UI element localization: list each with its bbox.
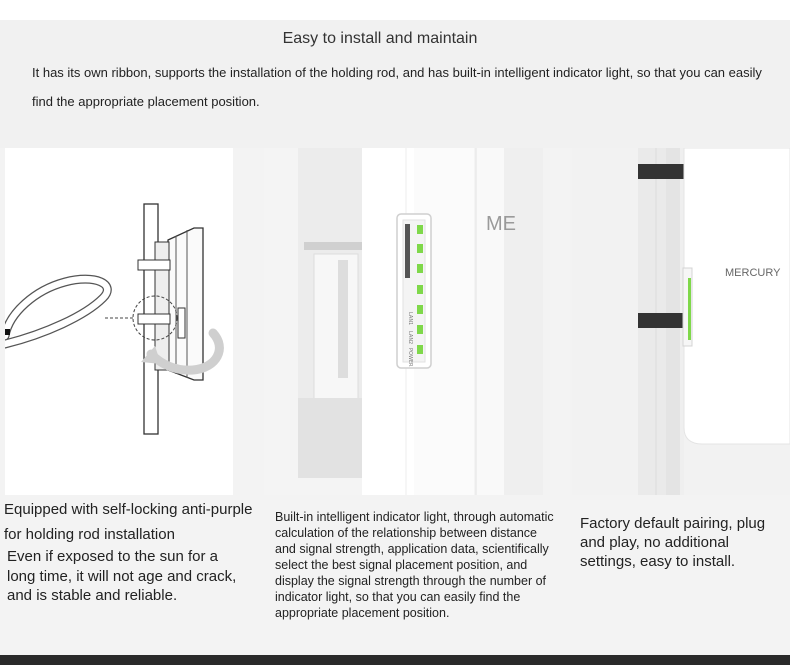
section-title: Easy to install and maintain	[282, 30, 478, 47]
led-label-lan2: LAN2	[407, 331, 413, 345]
indicator-light-closeup	[264, 148, 543, 495]
indicator-drawing	[264, 148, 543, 495]
pole-mount-drawing	[5, 148, 233, 495]
bottom-bar	[0, 655, 790, 665]
brand-logo: MERCURY	[725, 267, 781, 279]
brand-partial: ME	[486, 213, 516, 235]
mounted-device-drawing	[572, 148, 790, 495]
top-strip	[0, 0, 790, 20]
section-description: It has its own ribbon, supports the installation of the holding rod, and has built-in intelligent indicator light, so that you can easily find the appropriate placement position.	[32, 65, 762, 109]
panel1-caption-sub: Even if exposed to the sun for a long time, it will not age and crack, and is stable and reliable.	[7, 548, 237, 604]
panel3-caption: Factory default pairing, plug and play, no additional settings, easy to install.	[580, 515, 766, 570]
led-label-power: POWER	[407, 348, 413, 367]
led-label-lan1: LAN1	[407, 312, 413, 326]
pole-mount-illustration	[5, 148, 233, 495]
panel1-caption-main: Equipped with self-locking anti-purple for holding rod installation	[4, 501, 253, 543]
mounted-device-photo	[572, 148, 790, 495]
panel2-caption: Built-in intelligent indicator light, through automatic calculation of the relationship between distance and signal strength, application data, scientifically select the best signal placement position, and display the signal strength through the number of indicator light, so that you can easily find the appropriate placement position.	[275, 510, 554, 620]
